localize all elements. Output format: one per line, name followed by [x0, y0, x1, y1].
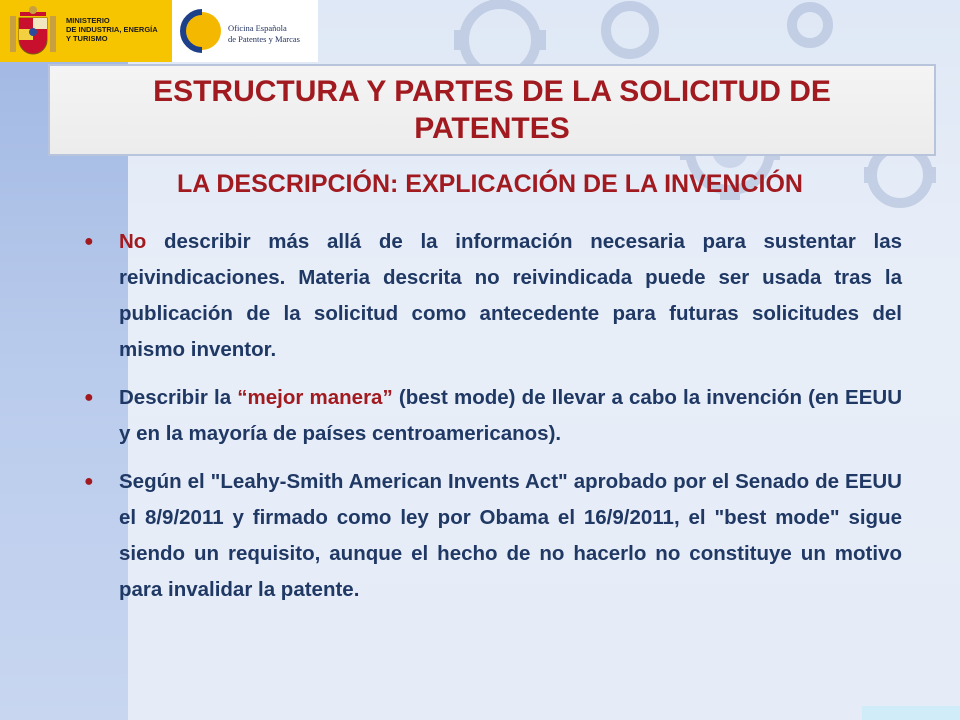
corner-tab	[862, 706, 960, 720]
slide-subtitle: LA DESCRIPCIÓN: EXPLICACIÓN DE LA INVENCIÓN	[177, 170, 803, 198]
bullet-icon: ●	[84, 233, 94, 250]
ministry-name	[66, 16, 170, 43]
gear-icon	[606, 6, 654, 54]
bullet-icon: ●	[84, 473, 94, 490]
gear-icon	[792, 7, 828, 43]
ministry-logo	[0, 0, 172, 62]
spain-coat-of-arms-icon	[6, 4, 60, 58]
slide-title: ESTRUCTURA Y PARTES DE LA SOLICITUD DE PATENTES	[153, 75, 831, 145]
bullet-2-after: (best mode) de llevar a cabo la invención (en EEUU y en la mayoría de países centroamericanos).	[119, 386, 902, 445]
oepm-logo	[176, 4, 314, 58]
ministry-line-3: Y TURISMO	[66, 34, 108, 43]
oepm-line-1: Oficina Española	[228, 23, 287, 33]
title-box	[48, 64, 936, 156]
bullet-list	[84, 224, 902, 620]
bullet-1-text: describir más allá de la información necesaria para sustentar las reivindicaciones. Materia descrita no reivindicada puede ser usada tras la publicación de la solicitud como antecedente para futuras solicitudes del mismo inventor.	[119, 230, 902, 361]
oepm-name	[228, 23, 312, 45]
bullet-item-1	[84, 224, 902, 368]
ministry-line-2: DE INDUSTRIA, ENERGÍA	[66, 25, 158, 34]
oepm-line-2: de Patentes y Marcas	[228, 34, 300, 44]
bullet-item-3	[84, 464, 902, 608]
bullet-icon: ●	[84, 389, 94, 406]
oepm-logo-icon	[180, 9, 224, 53]
bullet-2-highlight: “mejor manera”	[237, 386, 393, 409]
ministry-line-1: MINISTERIO	[66, 16, 110, 25]
bullet-item-2	[84, 380, 902, 452]
bullet-3-text: Según el "Leahy-Smith American Invents Act" aprobado por el Senado de EEUU el 8/9/2011 y firmado como ley por Obama el 16/9/2011, el "best mode" sigue siendo un requisito, aunque el hecho de no hacerlo no constituye un motivo para invalidar la patente.	[119, 470, 902, 601]
bullet-1-lead: No	[119, 230, 147, 253]
bullet-2-before: Describir la	[119, 386, 238, 409]
